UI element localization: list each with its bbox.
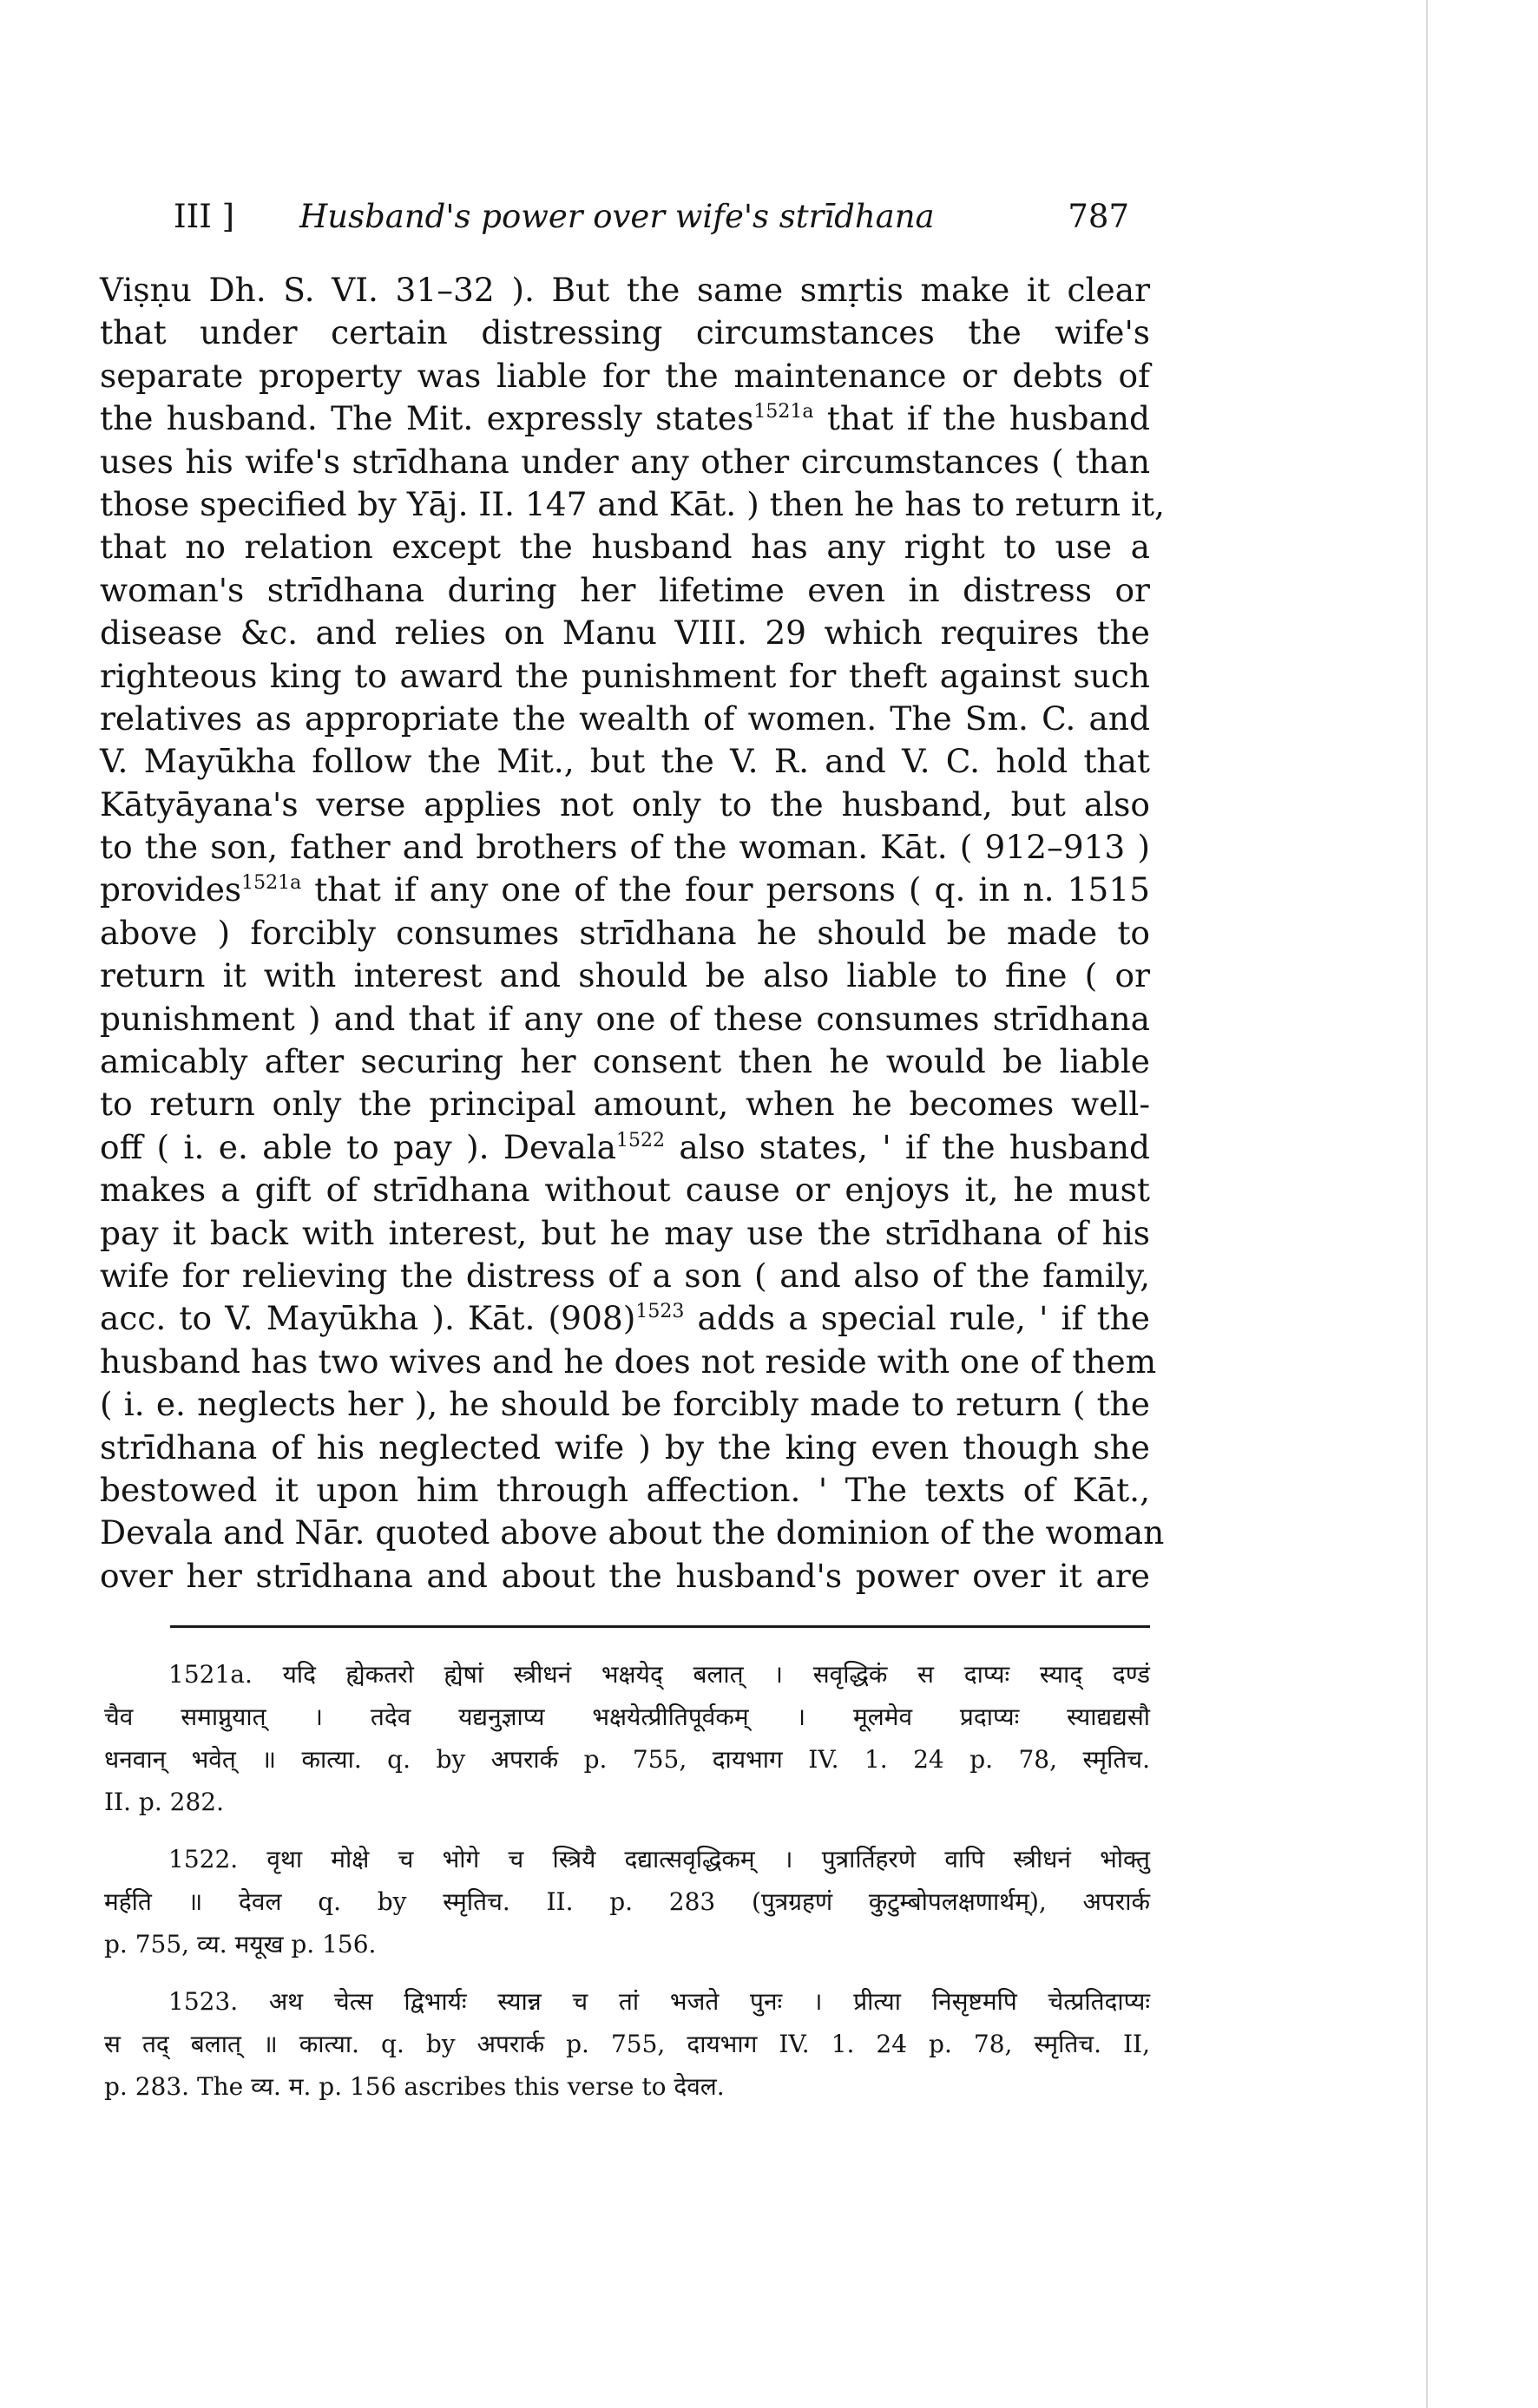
body-line: that no relation except the husband has any right to use a — [100, 528, 1150, 567]
body-line: punishment ) and that if any one of these consumes strīdhana — [100, 999, 1150, 1038]
body-line-text: that if any one of the four persons ( q. in n. 1515 — [301, 870, 1150, 909]
body-text — [100, 269, 1165, 1598]
chapter-number: III ] — [174, 198, 235, 235]
body-line: ( i. e. neglects her ), he should be forcibly made to return ( the — [100, 1385, 1150, 1424]
body-line: pay it back with interest, but he may use the strīdhana of his — [100, 1213, 1150, 1252]
body-line — [100, 1297, 1150, 1340]
footnote-line: 1521a. यदि ह्येकतरो ह्येषां स्त्रीधनं भक्षयेद् बलात् । सवृद्धिकं स दाप्यः स्याद् दण्डं — [168, 1660, 1150, 1689]
footnote-ref[interactable]: 1521a — [241, 872, 302, 895]
body-line: Kātyāyana's verse applies not only to the husband, but also — [100, 784, 1150, 823]
body-line: uses his wife's strīdhana under any other circumstances ( than — [100, 442, 1150, 481]
page-margin-rule — [1426, 0, 1428, 2408]
body-line: Devala and Nār. quoted above about the dominion of the woman — [100, 1513, 1165, 1552]
footnote-ref[interactable]: 1522 — [616, 1129, 666, 1152]
body-line: Viṣṇu Dh. S. VI. 31–32 ). But the same smṛtis make it clear — [100, 271, 1150, 309]
footnote — [104, 1653, 1150, 1823]
footnote-ref[interactable]: 1523 — [635, 1301, 685, 1323]
footnote-line: स तद् बलात् ॥ कात्या. q. by अपरार्क p. 755, दायभाग IV. 1. 24 p. 78, स्मृतिच. II, — [104, 2030, 1150, 2058]
footnote-line: p. 755, व्य. मयूख p. 156. — [104, 1930, 377, 1959]
body-line: righteous king to award the punishment for theft against such — [100, 656, 1150, 695]
body-line — [100, 869, 1150, 911]
body-line-text: that if the husband — [813, 399, 1150, 438]
body-line: wife for relieving the distress of a son ( and also of the family, — [100, 1256, 1150, 1295]
footnote-line: II. p. 282. — [104, 1788, 224, 1816]
body-line-text: adds a special rule, ' if the — [684, 1299, 1150, 1338]
body-line — [100, 397, 1150, 440]
body-line: over her strīdhana and about the husband's power over it are — [100, 1556, 1150, 1595]
footnote-ref[interactable]: 1521a — [753, 401, 814, 423]
body-line: strīdhana of his neglected wife ) by the king even though she — [100, 1427, 1150, 1466]
body-line-text: off ( i. e. able to pay ). Devala — [100, 1127, 617, 1166]
body-line: husband has two wives and he does not reside with one of them — [100, 1342, 1157, 1381]
body-line: to the son, father and brothers of the woman. Kāt. ( 912–913 ) — [100, 828, 1150, 867]
body-line: return it with interest and should be also liable to fine ( or — [100, 956, 1150, 995]
footnote-line: p. 283. The व्य. म. p. 156 ascribes this verse to देवल. — [104, 2072, 725, 2101]
running-header — [174, 198, 1128, 250]
body-line: that under certain distressing circumstances the wife's — [100, 313, 1150, 352]
body-line-text: also states, ' if the husband — [665, 1127, 1150, 1166]
footnote-line: मर्हति ॥ देवल q. by स्मृतिच. II. p. 283 (पुत्रग्रहणं कुटुम्बोपलक्षणार्थम्), अपरार्क — [104, 1887, 1150, 1916]
footnote-line: 1522. वृथा मोक्षे च भोगे च स्त्रियै दद्यात्सवृद्धिकम् । पुत्रार्तिहरणे वापि स्त्रीधनं भोक्तु — [168, 1845, 1150, 1873]
body-line — [100, 1126, 1150, 1169]
body-line: relatives as appropriate the wealth of women. The Sm. C. and — [100, 699, 1150, 738]
body-line: amicably after securing her consent then he would be liable — [100, 1042, 1150, 1081]
footnote-line: चैव समाप्नुयात् । तदेव यद्यनुज्ञाप्य भक्षयेत्प्रीतिपूर्वकम् । मूलमेव प्रदाप्यः स्याद्यद्यसौ — [104, 1703, 1150, 1731]
body-line: separate property was liable for the maintenance or debts of — [100, 356, 1150, 395]
body-line: woman's strīdhana during her lifetime even in distress or — [100, 570, 1150, 609]
footnote-separator — [170, 1625, 1150, 1628]
body-line: V. Mayūkha follow the Mit., but the V. R. and V. C. hold that — [100, 742, 1150, 781]
body-line: to return only the principal amount, when he becomes well- — [100, 1085, 1150, 1124]
body-line-text: the husband. The Mit. expressly states — [100, 399, 754, 438]
footnote — [104, 1980, 1150, 2108]
body-line: bestowed it upon him through affection. ' The texts of Kāt., — [100, 1470, 1150, 1509]
running-title: Husband's power over wife's strīdhana — [299, 198, 935, 235]
body-line-text: provides — [100, 870, 242, 909]
body-line: makes a gift of strīdhana without cause or enjoys it, he must — [100, 1171, 1150, 1210]
body-line: those specified by Yāj. II. 147 and Kāt. ) then he has to return it, — [100, 484, 1165, 523]
footnote-line: 1523. अथ चेत्स द्विभार्यः स्यान्न च तां भजते पुनः । प्रीत्या निसृष्टमपि चेत्प्रतिदाप्यः — [168, 1987, 1150, 2016]
body-line: disease &c. and relies on Manu VIII. 29 which requires the — [100, 613, 1150, 653]
body-line-text: acc. to V. Mayūkha ). Kāt. (908) — [100, 1299, 636, 1338]
page-number: 787 — [1068, 198, 1129, 235]
footnote-line: धनवान् भवेत् ॥ कात्या. q. by अपरार्क p. 755, दायभाग IV. 1. 24 p. 78, स्मृतिच. — [104, 1745, 1150, 1774]
footnote — [104, 1838, 1150, 1965]
footnotes — [104, 1653, 1150, 2123]
body-line: above ) forcibly consumes strīdhana he should be made to — [100, 913, 1150, 952]
